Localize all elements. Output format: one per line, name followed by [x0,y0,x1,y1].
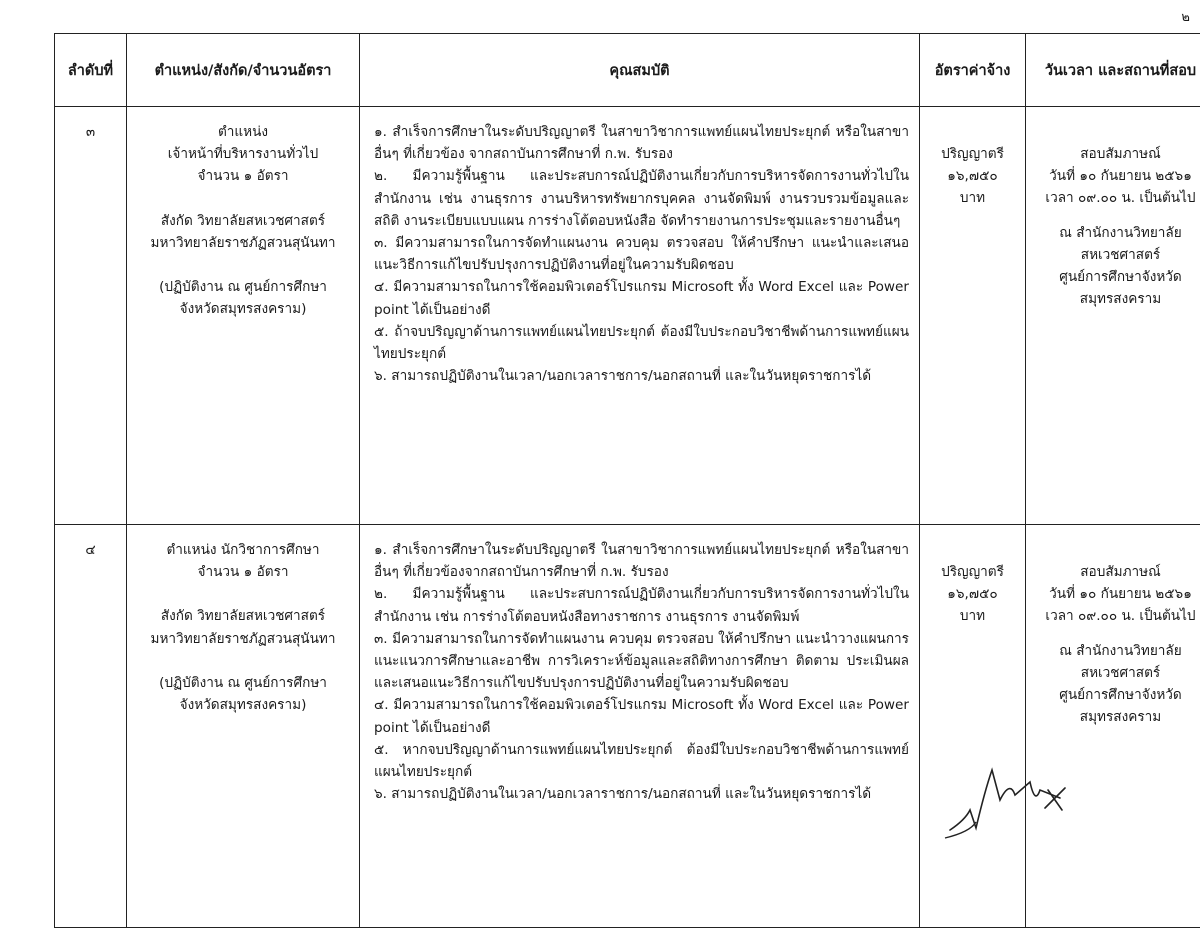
header-position: ตำแหน่ง/สังกัด/จำนวนอัตรา [127,34,360,107]
qualification-item: ๒. มีความรู้พื้นฐาน และประสบการณ์ปฏิบัติงานเกี่ยวกับการบริหารจัดการงานทั่วไปในสำนักงาน เช่น งานธุรการ งานบริหารทรัพยากรบุคคล งานจัดพิมพ์ งานรวบรวมข้อมูลและสถิติ งานระเบียบแบบแผน การร่างโต้ตอบหนังสือ จัดทำรายงานการประชุมและรายงานอื่นๆ [374,165,909,232]
position-cell [127,107,360,525]
exam-line: สมุทรสงคราม [1027,706,1200,728]
position-line: มหาวิทยาลัยราชภัฏสวนสุนันทา [128,628,358,650]
table-row [55,525,1200,928]
position-line: (ปฏิบัติงาน ณ ศูนย์การศึกษา [128,672,358,694]
position-cell [127,525,360,928]
position-line: (ปฏิบัติงาน ณ ศูนย์การศึกษา [128,276,358,298]
exam-line: สหเวชศาสตร์ [1027,662,1200,684]
qualification-item: ๔. มีความสามารถในการใช้คอมพิวเตอร์โปรแกรม Microsoft ทั้ง Word Excel และ Power point ได้เป็นอย่างดี [374,276,909,320]
exam-line: เวลา ๐๙.๐๐ น. เป็นต้นไป [1027,187,1200,209]
rate-degree: ปริญญาตรี [921,561,1024,583]
order-cell: ๔ [55,525,127,928]
header-exam: วันเวลา และสถานที่สอบ [1026,34,1200,107]
qualification-item: ๕. หากจบปริญญาด้านการแพทย์แผนไทยประยุกต์ ต้องมีใบประกอบวิชาชีพด้านการแพทย์แผนไทยประยุกต์ [374,739,909,783]
exam-cell [1026,525,1200,928]
exam-line: ศูนย์การศึกษาจังหวัด [1027,684,1200,706]
qualification-item: ๔. มีความสามารถในการใช้คอมพิวเตอร์โปรแกรม Microsoft ทั้ง Word Excel และ Power point ได้เป็นอย่างดี [374,694,909,738]
rate-cell [920,525,1026,928]
signature-image [940,750,1080,840]
rate-unit: บาท [921,605,1024,627]
rate-amount: ๑๖,๗๕๐ [921,583,1024,605]
exam-line: วันที่ ๑๐ กันยายน ๒๕๖๑ [1027,583,1200,605]
position-line: ตำแหน่ง [128,121,358,143]
exam-line: สอบสัมภาษณ์ [1027,561,1200,583]
qualification-cell [360,525,920,928]
exam-cell [1026,107,1200,525]
order-cell: ๓ [55,107,127,525]
exam-line: สอบสัมภาษณ์ [1027,143,1200,165]
exam-line: ศูนย์การศึกษาจังหวัด [1027,266,1200,288]
rate-degree: ปริญญาตรี [921,143,1024,165]
page-number: ๒ [1181,6,1190,27]
table-row [55,107,1200,525]
qualification-cell [360,107,920,525]
position-line: จังหวัดสมุทรสงคราม) [128,298,358,320]
qualification-item: ๑. สำเร็จการศึกษาในระดับปริญญาตรี ในสาขาวิชาการแพทย์แผนไทยประยุกต์ หรือในสาขาอื่นๆ ที่เกี่ยวข้องจากสถาบันการศึกษาที่ ก.พ. รับรอง [374,539,909,583]
qualification-item: ๖. สามารถปฏิบัติงานในเวลา/นอกเวลาราชการ/นอกสถานที่ และในวันหยุดราชการได้ [374,783,909,805]
position-line: สังกัด วิทยาลัยสหเวชศาสตร์ [128,605,358,627]
position-line: มหาวิทยาลัยราชภัฏสวนสุนันทา [128,232,358,254]
qualification-item: ๒. มีความรู้พื้นฐาน และประสบการณ์ปฏิบัติงานเกี่ยวกับการบริหารจัดการงานทั่วไปในสำนักงาน เช่น การร่างโต้ตอบหนังสือทางราชการ งานธุรการ งานจัดพิมพ์ [374,583,909,627]
qualification-item: ๖. สามารถปฏิบัติงานในเวลา/นอกเวลาราชการ/นอกสถานที่ และในวันหยุดราชการได้ [374,365,909,387]
header-row [55,34,1200,107]
rate-amount: ๑๖,๗๕๐ [921,165,1024,187]
position-line: เจ้าหน้าที่บริหารงานทั่วไป [128,143,358,165]
qualification-item: ๓. มีความสามารถในการจัดทำแผนงาน ควบคุม ตรวจสอบ ให้คำปรึกษา แนะนำและเสนอแนะวิธีการแก้ไขปรับปรุงการปฏิบัติงานที่อยู่ในความรับผิดชอบ [374,232,909,276]
qualification-item: ๑. สำเร็จการศึกษาในระดับปริญญาตรี ในสาขาวิชาการแพทย์แผนไทยประยุกต์ หรือในสาขาอื่นๆ ที่เกี่ยวข้อง จากสถาบันการศึกษาที่ ก.พ. รับรอง [374,121,909,165]
position-line: จังหวัดสมุทรสงคราม) [128,694,358,716]
position-line: สังกัด วิทยาลัยสหเวชศาสตร์ [128,210,358,232]
exam-line: วันที่ ๑๐ กันยายน ๒๕๖๑ [1027,165,1200,187]
header-qualification: คุณสมบัติ [360,34,920,107]
qualification-item: ๕. ถ้าจบปริญญาด้านการแพทย์แผนไทยประยุกต์ ต้องมีใบประกอบวิชาชีพด้านการแพทย์แผนไทยประยุกต์ [374,321,909,365]
header-rate: อัตราค่าจ้าง [920,34,1026,107]
exam-line: เวลา ๐๙.๐๐ น. เป็นต้นไป [1027,605,1200,627]
rate-cell [920,107,1026,525]
position-line: จำนวน ๑ อัตรา [128,561,358,583]
position-line: ตำแหน่ง นักวิชาการศึกษา [128,539,358,561]
exam-line: สหเวชศาสตร์ [1027,244,1200,266]
header-order: ลำดับที่ [55,34,127,107]
position-line: จำนวน ๑ อัตรา [128,165,358,187]
exam-line: ณ สำนักงานวิทยาลัย [1027,222,1200,244]
exam-line: ณ สำนักงานวิทยาลัย [1027,640,1200,662]
qualification-item: ๓. มีความสามารถในการจัดทำแผนงาน ควบคุม ตรวจสอบ ให้คำปรึกษา แนะนำวางแผนการแนะแนวการศึกษาและอาชีพ การวิเคราะห์ข้อมูลและสถิติทางการศึกษา ติดตาม ประเมินผล และเสนอแนะวิธีการแก้ไขปรับปรุงการปฏิบัติงานที่อยู่ในความรับผิดชอบ [374,628,909,695]
rate-unit: บาท [921,187,1024,209]
exam-line: สมุทรสงคราม [1027,288,1200,310]
